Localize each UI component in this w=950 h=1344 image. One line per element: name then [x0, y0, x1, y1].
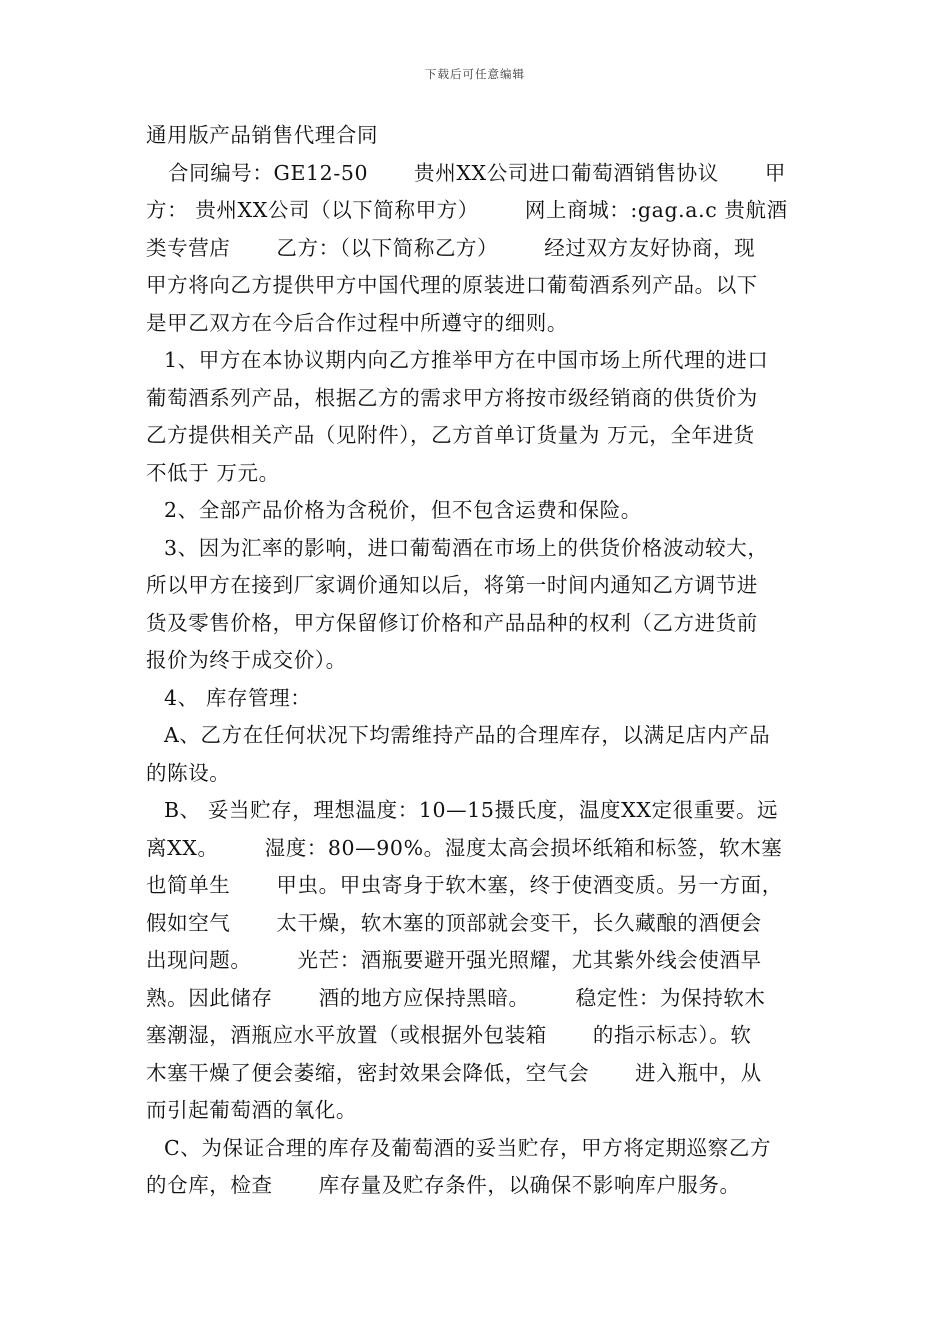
clause-b-text: 进入瓶中，从	[635, 1060, 762, 1085]
clause-b-text: 离XX。	[146, 835, 219, 860]
intro-line-5: 是甲乙双方在今后合作过程中所遵守的细则。	[146, 310, 568, 335]
intro-line-1	[146, 155, 812, 193]
preamble-start: 经过双方友好协商，现	[544, 235, 756, 260]
clause-b-text: 的指示标志）。软	[592, 1023, 752, 1047]
clause-a-line-1: A、乙方在任何状况下均需维持产品的合理库存，以满足店内产品	[164, 723, 771, 747]
header-note: 下载后可任意编辑	[425, 67, 525, 81]
clause-3-line-3: 货及零售价格，甲方保留修订价格和产品品种的权利（乙方进货前	[146, 610, 758, 635]
clause-b-text: 出现问题。	[146, 948, 252, 972]
party-a: 方： 贵州XX公司（以下简称甲方）	[146, 198, 479, 222]
clause-b-line-3	[146, 867, 812, 905]
clause-1-line-4: 不低于 万元。	[146, 460, 280, 485]
intro-line-3	[146, 230, 812, 268]
clause-b-line-5	[146, 942, 812, 980]
clause-b-text: 太干燥，软木塞的顶部就会变干，长久藏酿的酒便会	[276, 910, 762, 935]
clause-c-text: 的仓库，检查	[146, 1173, 273, 1197]
clause-2-line-1: 2、全部产品价格为含税价，但不包含运费和保险。	[164, 498, 642, 522]
clause-b-text: 甲虫。甲虫寄身于软木塞，终于使酒变质。另一方面，	[276, 873, 783, 897]
clause-b-text: 也简单生	[146, 873, 231, 897]
clause-b-text: 湿度：80—90%。湿度太高会损坏纸箱和标签，软木塞	[264, 835, 783, 860]
clause-1-line-3: 乙方提供相关产品（见附件），乙方首单订货量为 万元，全年进货	[146, 423, 755, 447]
clause-b-text: 稳定性：为保持软木	[575, 985, 766, 1010]
clause-b-text: 木塞干燥了便会萎缩，密封效果会降低，空气会	[146, 1060, 590, 1085]
clause-1-line-1: 1、甲方在本协议期内向乙方推举甲方在中国市场上所代理的进口	[164, 348, 769, 372]
clause-b-line-2	[146, 830, 812, 868]
shop-label: 网上商城：:gag.a.c 贵航酒	[524, 198, 788, 222]
clause-b-line-9: 而引起葡萄酒的氧化。	[146, 1098, 357, 1122]
clause-b-text: 假如空气	[146, 910, 231, 935]
clause-b-text: 塞潮湿，酒瓶应水平放置（或根据外包装箱	[146, 1023, 547, 1047]
clause-b-line-6	[146, 980, 812, 1018]
clause-b-text: 光芒：酒瓶要避开强光照耀，尤其紫外线会使酒早	[297, 948, 762, 972]
party-b: 乙方：（以下简称乙方）	[276, 235, 499, 260]
clause-b-text: 熟。因此储存	[146, 985, 273, 1010]
clause-3-line-2: 所以甲方在接到厂家调价通知以后，将第一时间内通知乙方调节进	[146, 573, 758, 597]
clause-3-line-1: 3、因为汇率的影响，进口葡萄酒在市场上的供货价格波动较大，	[164, 535, 769, 560]
clause-c-line-2	[146, 1167, 812, 1205]
agreement-name: 贵州XX公司进口葡萄酒销售协议	[414, 160, 719, 185]
clause-1-line-2: 葡萄酒系列产品，根据乙方的需求甲方将按市级经销商的供货价为	[146, 385, 758, 410]
contract-number: 合同编号：GE12-50	[168, 160, 369, 185]
clause-c-line-1: C、为保证合理的库存及葡萄酒的妥当贮存，甲方将定期巡察乙方	[164, 1135, 772, 1160]
clause-4-heading: 4、 库存管理：	[164, 685, 312, 710]
clause-b-line-1: B、 妥当贮存，理想温度：10—15摄氏度，温度XX定很重要。远	[164, 798, 779, 822]
clause-b-text: 酒的地方应保持黑暗。	[318, 985, 530, 1010]
clause-3-line-4: 报价为终于成交价）。	[146, 648, 347, 672]
party-a-label: 甲	[764, 160, 786, 185]
shop-name-cont: 类专营店	[146, 235, 231, 260]
clause-a-line-2: 的陈设。	[146, 760, 231, 785]
document-body	[146, 117, 812, 1205]
document-title: 通用版产品销售代理合同	[146, 123, 379, 147]
clause-b-line-8	[146, 1055, 812, 1093]
clause-c-text: 库存量及贮存条件，以确保不影响库户服务。	[318, 1173, 741, 1197]
intro-line-2	[146, 192, 812, 230]
intro-line-4: 甲方将向乙方提供甲方中国代理的原装进口葡萄酒系列产品。以下	[146, 273, 758, 297]
clause-b-line-4	[146, 905, 812, 943]
clause-b-line-7	[146, 1017, 812, 1055]
